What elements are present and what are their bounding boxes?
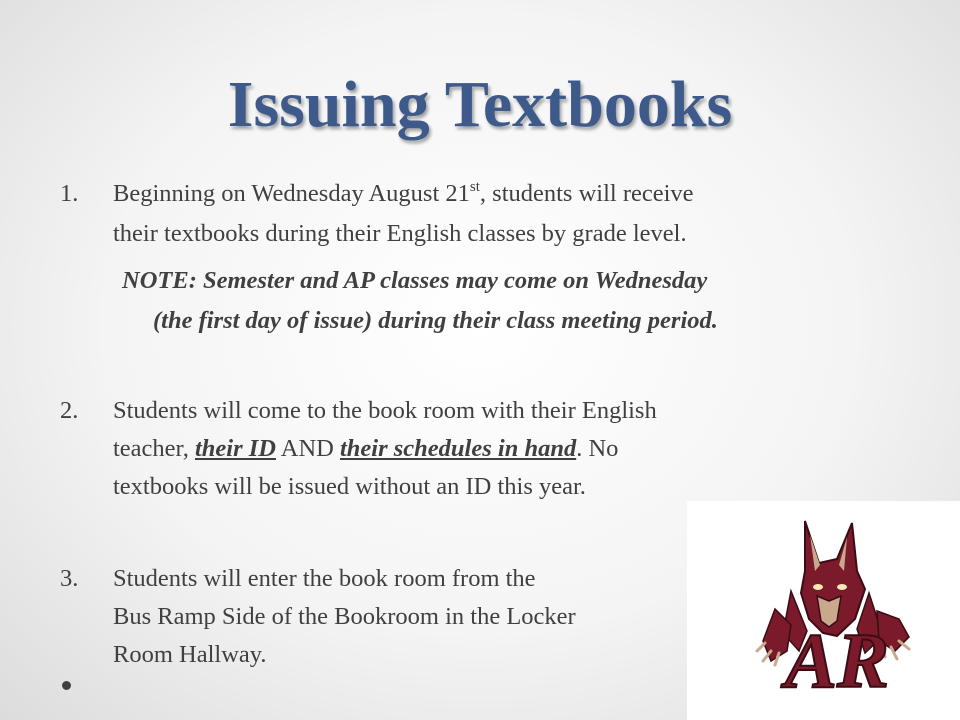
item-line: their textbooks during their English classes by grade level. [113,220,687,247]
item-line [113,431,618,467]
note-line: (the first day of issue) during their class meeting period. [153,307,718,334]
note-line: NOTE: Semester and AP classes may come on Wednesday [122,267,708,294]
logo-letters: AR [785,617,890,704]
item-text: AND [276,435,340,462]
item-text: . No [576,435,619,462]
item-line: Room Hallway. [113,641,267,668]
item-text: Beginning on Wednesday August 21 [113,180,470,207]
list-item-3 [0,561,700,681]
list-item-1 [0,176,960,356]
slide-title: Issuing Textbooks [227,68,733,141]
item-line: Students will enter the book room from the [113,565,536,592]
superscript: st [469,178,480,195]
emphasis-text: their schedules in hand [339,435,577,462]
item-line [113,176,694,212]
item-number: 3. [60,565,79,592]
item-line: Bus Ramp Side of the Bookroom in the Locker [113,603,576,630]
item-line: textbooks will be issued without an ID this year. [113,473,586,500]
item-number: 2. [60,397,79,424]
empty-bullet [62,681,71,690]
item-line: Students will come to the book room with their English [113,397,657,424]
logo-panel [687,501,960,720]
item-number: 1. [60,180,79,207]
item-text: , students will receive [479,180,694,207]
emphasis-text: their ID [194,435,276,462]
list-item-2 [0,393,960,513]
wolf-mascot-logo-icon [687,501,960,720]
item-text: teacher, [113,435,195,462]
